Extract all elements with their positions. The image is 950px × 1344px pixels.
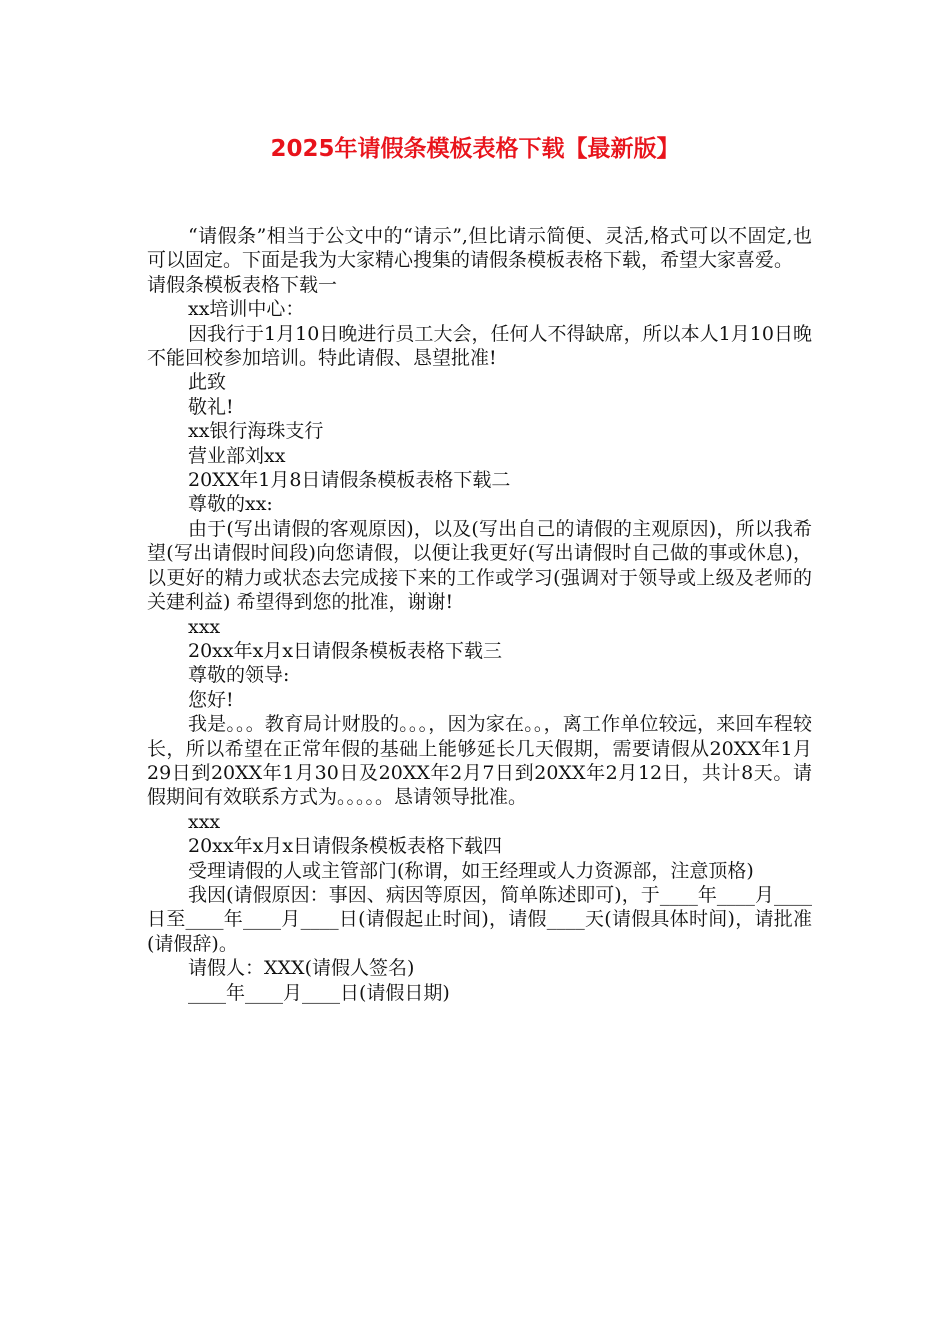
signature-line: xxx <box>188 615 221 638</box>
signature-line: xxx <box>188 810 221 833</box>
intro-paragraph: “请假条”相当于公文中的“请示”,但比请示简便、灵活,格式可以不固定,也可以固定。下面是我为大家精心搜集的请假条模板表格下载，希望大家喜爱。 <box>147 225 812 272</box>
signature-line: 营业部刘xx <box>188 444 286 467</box>
document-body <box>147 224 812 1005</box>
section-heading-1: 请假条模板表格下载一 <box>147 273 338 296</box>
document-title: 2025年请假条模板表格下载【最新版】 <box>270 136 680 162</box>
salutation-4: 受理请假的人或主管部门(称谓，如王经理或人力资源部，注意顶格) <box>188 859 754 882</box>
date-line: ____年____月____日(请假日期) <box>188 981 450 1004</box>
closing-line: 敬礼! <box>188 395 234 418</box>
signature-line: xx银行海珠支行 <box>188 420 324 443</box>
salutation-3: 尊敬的领导: <box>188 664 290 687</box>
date-and-heading-2: 20XX年1月8日请假条模板表格下载二 <box>188 469 511 492</box>
signature-line: 请假人：XXX(请假人签名) <box>188 957 415 980</box>
salutation-1: xx培训中心： <box>188 298 305 321</box>
body-paragraph-2: 由于(写出请假的客观原因)，以及(写出自己的请假的主观原因)，所以我希望(写出请假时间段)向您请假，以便让我更好(写出请假时自己做的事或休息)，以更好的精力或状态去完成接下来的工作或学习(强调对于领导或上级及老师的关建利益) 希望得到您的批准，谢谢! <box>147 517 812 614</box>
date-and-heading-4: 20xx年x月x日请假条模板表格下载四 <box>188 835 503 858</box>
body-paragraph-3: 我是。。。教育局计财股的。。。，因为家在。。，离工作单位较远，来回车程较长，所以希望在正常年假的基础上能够延长几天假期，需要请假从20XX年1月29日到20XX年1月30日及20XX年2月7日到20XX年2月12日，共计8天。请假期间有效联系方式为。。。。。恳请领导批准。 <box>147 713 812 809</box>
greeting-line: 您好! <box>188 688 234 711</box>
closing-line: 此致 <box>188 371 227 394</box>
date-and-heading-3: 20xx年x月x日请假条模板表格下载三 <box>188 639 503 662</box>
salutation-2: 尊敬的xx: <box>188 493 273 516</box>
body-paragraph-4: 我因(请假原因：事因、病因等原因，简单陈述即可)，于____年____月____日至____年____月____日(请假起止时间)，请假____天(请假具体时间)，请批准(请假辞)。 <box>147 883 812 955</box>
body-paragraph-1: 因我行于1月10日晚进行员工大会，任何人不得缺席，所以本人1月10日晚不能回校参加培训。特此请假、恳望批准! <box>147 322 812 370</box>
